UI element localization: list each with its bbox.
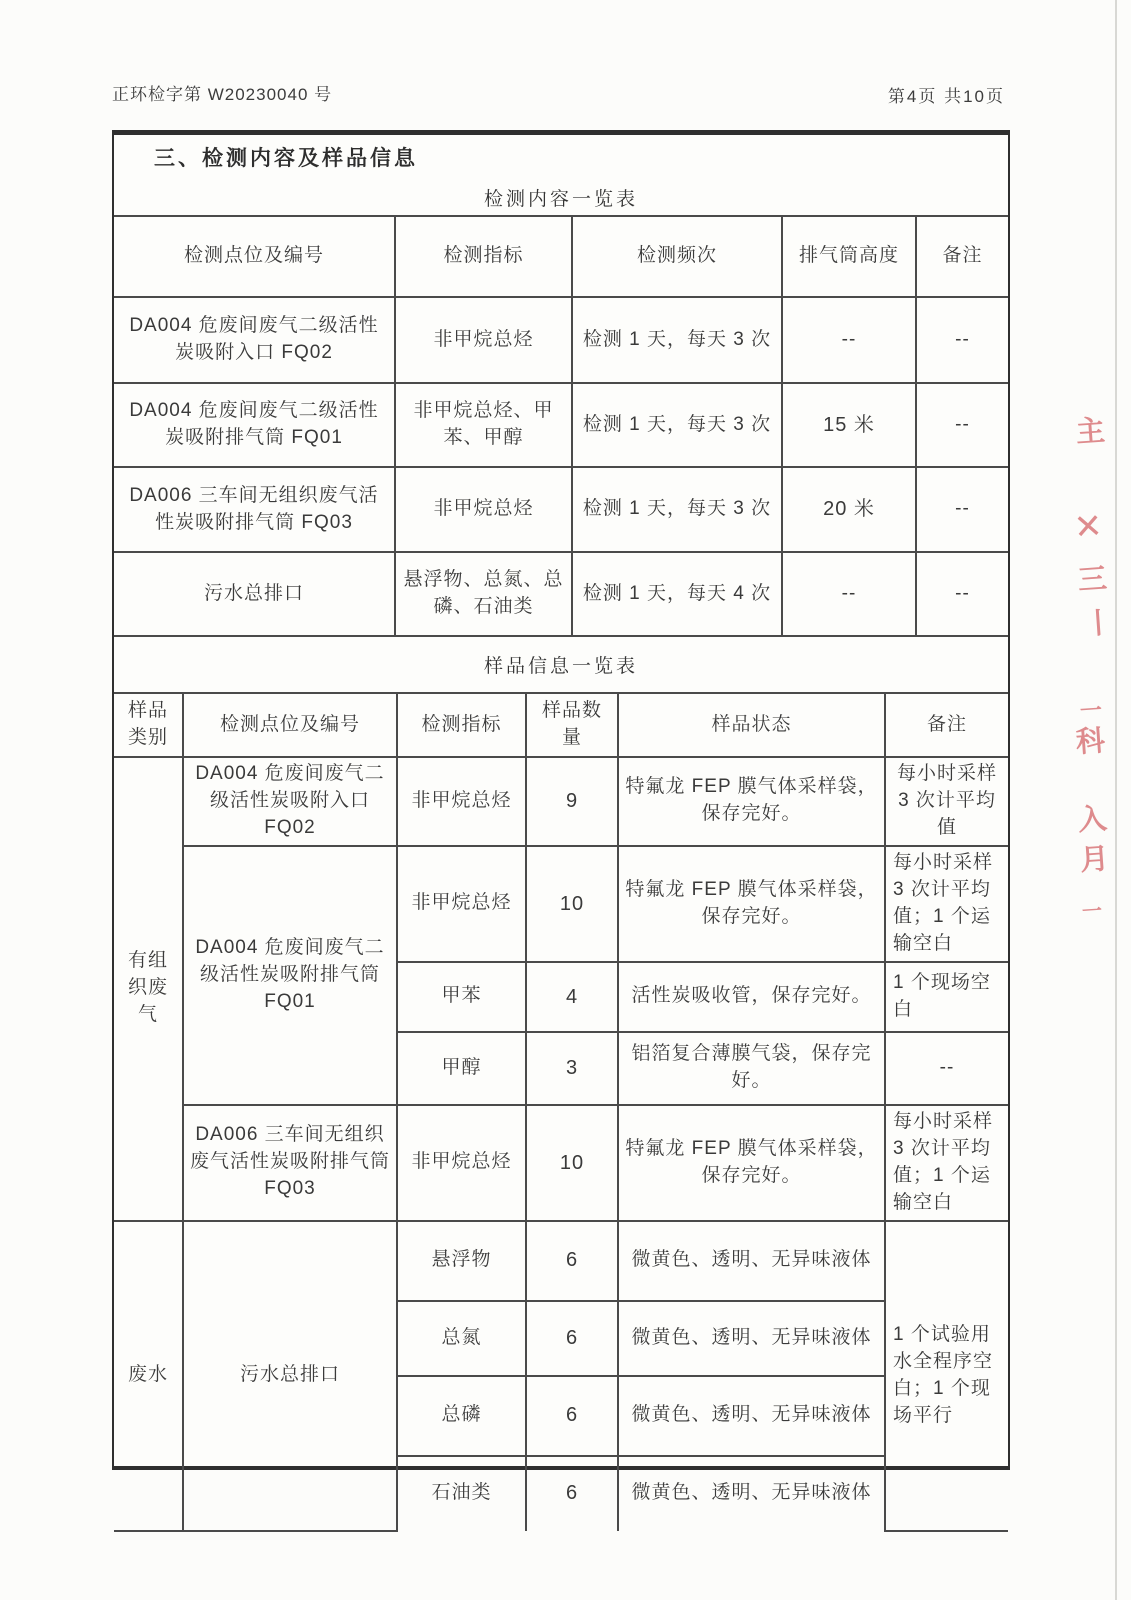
- cell-quantity: 10: [526, 1105, 618, 1221]
- cell-status: 微黄色、透明、无异味液体: [618, 1376, 885, 1456]
- cell-remark: 每小时采样 3 次计平均值；1 个运输空白: [885, 1105, 1008, 1221]
- cell-point: DA004 危废间废气二级活性炭吸附排气筒 FQ01: [183, 846, 397, 1105]
- cell-frequency: 检测 1 天，每天 3 次: [572, 467, 782, 552]
- stamp-fragment-icon: 入: [1076, 803, 1109, 837]
- cell-remark: --: [916, 297, 1008, 383]
- col-header-indicator: 检测指标: [397, 693, 526, 757]
- content-box: [112, 130, 1010, 1505]
- cell-indicator: 悬浮物: [397, 1221, 526, 1301]
- cell-indicator: 非甲烷总烃: [397, 846, 526, 962]
- stamp-fragment-icon: 丨: [1082, 607, 1115, 641]
- cell-point: 污水总排口: [114, 552, 395, 636]
- cell-point: DA004 危废间废气二级活性炭吸附入口 FQ02: [114, 297, 395, 383]
- cell-stack-height: 20 米: [782, 467, 916, 552]
- cell-status: 活性炭吸收管，保存完好。: [618, 962, 885, 1032]
- cell-stack-height: 15 米: [782, 383, 916, 467]
- col-header-stack-height: 排气筒高度: [782, 216, 916, 297]
- cell-frequency: 检测 1 天，每天 4 次: [572, 552, 782, 636]
- cell-quantity: 3: [526, 1032, 618, 1105]
- cell-status: 特氟龙 FEP 膜气体采样袋，保存完好。: [618, 757, 885, 846]
- table2-title: 样品信息一览表: [483, 656, 638, 677]
- col-header-indicator: 检测指标: [395, 216, 572, 297]
- section-title: 三、检测内容及样品信息: [154, 147, 418, 170]
- cell-remark: 1 个试验用水全程序空白；1 个现场平行: [885, 1221, 1008, 1531]
- cell-point: DA004 危废间废气二级活性炭吸附排气筒 FQ01: [114, 383, 395, 467]
- cell-point: 污水总排口: [183, 1221, 397, 1531]
- cell-indicator: 非甲烷总烃: [395, 467, 572, 552]
- col-header-status: 样品状态: [618, 693, 885, 757]
- page-number: 第4页 共10页: [887, 87, 1005, 106]
- table-row: [114, 467, 1008, 552]
- cell-indicator: 非甲烷总烃: [397, 757, 526, 846]
- cell-status: 微黄色、透明、无异味液体: [618, 1301, 885, 1376]
- cell-quantity: 6: [526, 1301, 618, 1376]
- col-header-point: 检测点位及编号: [114, 216, 395, 297]
- cell-indicator: 非甲烷总烃: [397, 1105, 526, 1221]
- cell-stack-height: --: [782, 297, 916, 383]
- table1-title: 检测内容一览表: [483, 188, 638, 210]
- col-header-quantity: 样品数量: [526, 693, 618, 757]
- cell-indicator: 总磷: [397, 1376, 526, 1456]
- cell-indicator: 甲醇: [397, 1032, 526, 1105]
- test-content-table: [114, 215, 1008, 637]
- cell-point: DA006 三车间无组织废气活性炭吸附排气筒 FQ03: [114, 467, 395, 552]
- stamp-fragment-icon: 一: [1079, 697, 1103, 724]
- table-row: [114, 383, 1008, 467]
- cell-indicator: 石油类: [397, 1456, 526, 1531]
- col-header-category: 样品类别: [114, 693, 183, 757]
- cell-remark: 每小时采样 3 次计平均值；1 个运输空白: [885, 846, 1008, 962]
- table-row: [114, 846, 1008, 962]
- cell-status: 铝箔复合薄膜气袋，保存完好。: [618, 1032, 885, 1105]
- document-number: 正环检字第 W20230040 号: [112, 85, 333, 104]
- cell-status: 微黄色、透明、无异味液体: [618, 1456, 885, 1531]
- stamp-fragment-icon: 月: [1078, 843, 1111, 877]
- table-row: [114, 552, 1008, 636]
- cell-status: 特氟龙 FEP 膜气体采样袋，保存完好。: [618, 846, 885, 962]
- cell-remark: 1 个现场空白: [885, 962, 1008, 1032]
- cell-quantity: 6: [526, 1456, 618, 1531]
- cell-stack-height: --: [782, 552, 916, 636]
- col-header-frequency: 检测频次: [572, 216, 782, 297]
- cell-remark: --: [885, 1032, 1008, 1105]
- cell-indicator: 非甲烷总烃、甲苯、甲醇: [395, 383, 572, 467]
- cell-frequency: 检测 1 天，每天 3 次: [572, 383, 782, 467]
- col-header-point: 检测点位及编号: [183, 693, 397, 757]
- table-row: [114, 297, 1008, 383]
- stamp-fragment-icon: 一: [1081, 900, 1103, 924]
- cell-remark: --: [916, 383, 1008, 467]
- cell-quantity: 4: [526, 962, 618, 1032]
- stamp-fragment-icon: 三: [1076, 563, 1109, 597]
- sample-info-table: [114, 692, 1008, 1532]
- table-row: [114, 1221, 1008, 1301]
- stamp-fragment-icon: ✕: [1072, 507, 1104, 547]
- stamp-fragment-icon: 主: [1074, 415, 1107, 449]
- cell-point: DA004 危废间废气二级活性炭吸附入口 FQ02: [183, 757, 397, 846]
- cell-status: 特氟龙 FEP 膜气体采样袋，保存完好。: [618, 1105, 885, 1221]
- cell-category-wastewater: 废水: [114, 1221, 183, 1531]
- cell-frequency: 检测 1 天，每天 3 次: [572, 297, 782, 383]
- table-header-row: [114, 693, 1008, 757]
- table-row: [114, 1105, 1008, 1221]
- table-header-row: [114, 216, 1008, 297]
- cell-quantity: 6: [526, 1376, 618, 1456]
- cell-indicator: 非甲烷总烃: [395, 297, 572, 383]
- cell-category-organized-gas: 有组织废气: [114, 757, 183, 1221]
- cell-remark: 每小时采样 3 次计平均值: [885, 757, 1008, 846]
- cell-status: 微黄色、透明、无异味液体: [618, 1221, 885, 1301]
- cell-point: DA006 三车间无组织废气活性炭吸附排气筒 FQ03: [183, 1105, 397, 1221]
- cell-indicator: 甲苯: [397, 962, 526, 1032]
- cell-indicator: 悬浮物、总氮、总磷、石油类: [395, 552, 572, 636]
- cell-indicator: 总氮: [397, 1301, 526, 1376]
- table-row: [114, 757, 1008, 846]
- col-header-remark: 备注: [885, 693, 1008, 757]
- cell-quantity: 9: [526, 757, 618, 846]
- cell-quantity: 6: [526, 1221, 618, 1301]
- stamp-fragment-icon: 科: [1074, 725, 1107, 759]
- cell-remark: --: [916, 552, 1008, 636]
- cell-quantity: 10: [526, 846, 618, 962]
- cell-remark: --: [916, 467, 1008, 552]
- col-header-remark: 备注: [916, 216, 1008, 297]
- scan-edge-line: [1115, 0, 1117, 1600]
